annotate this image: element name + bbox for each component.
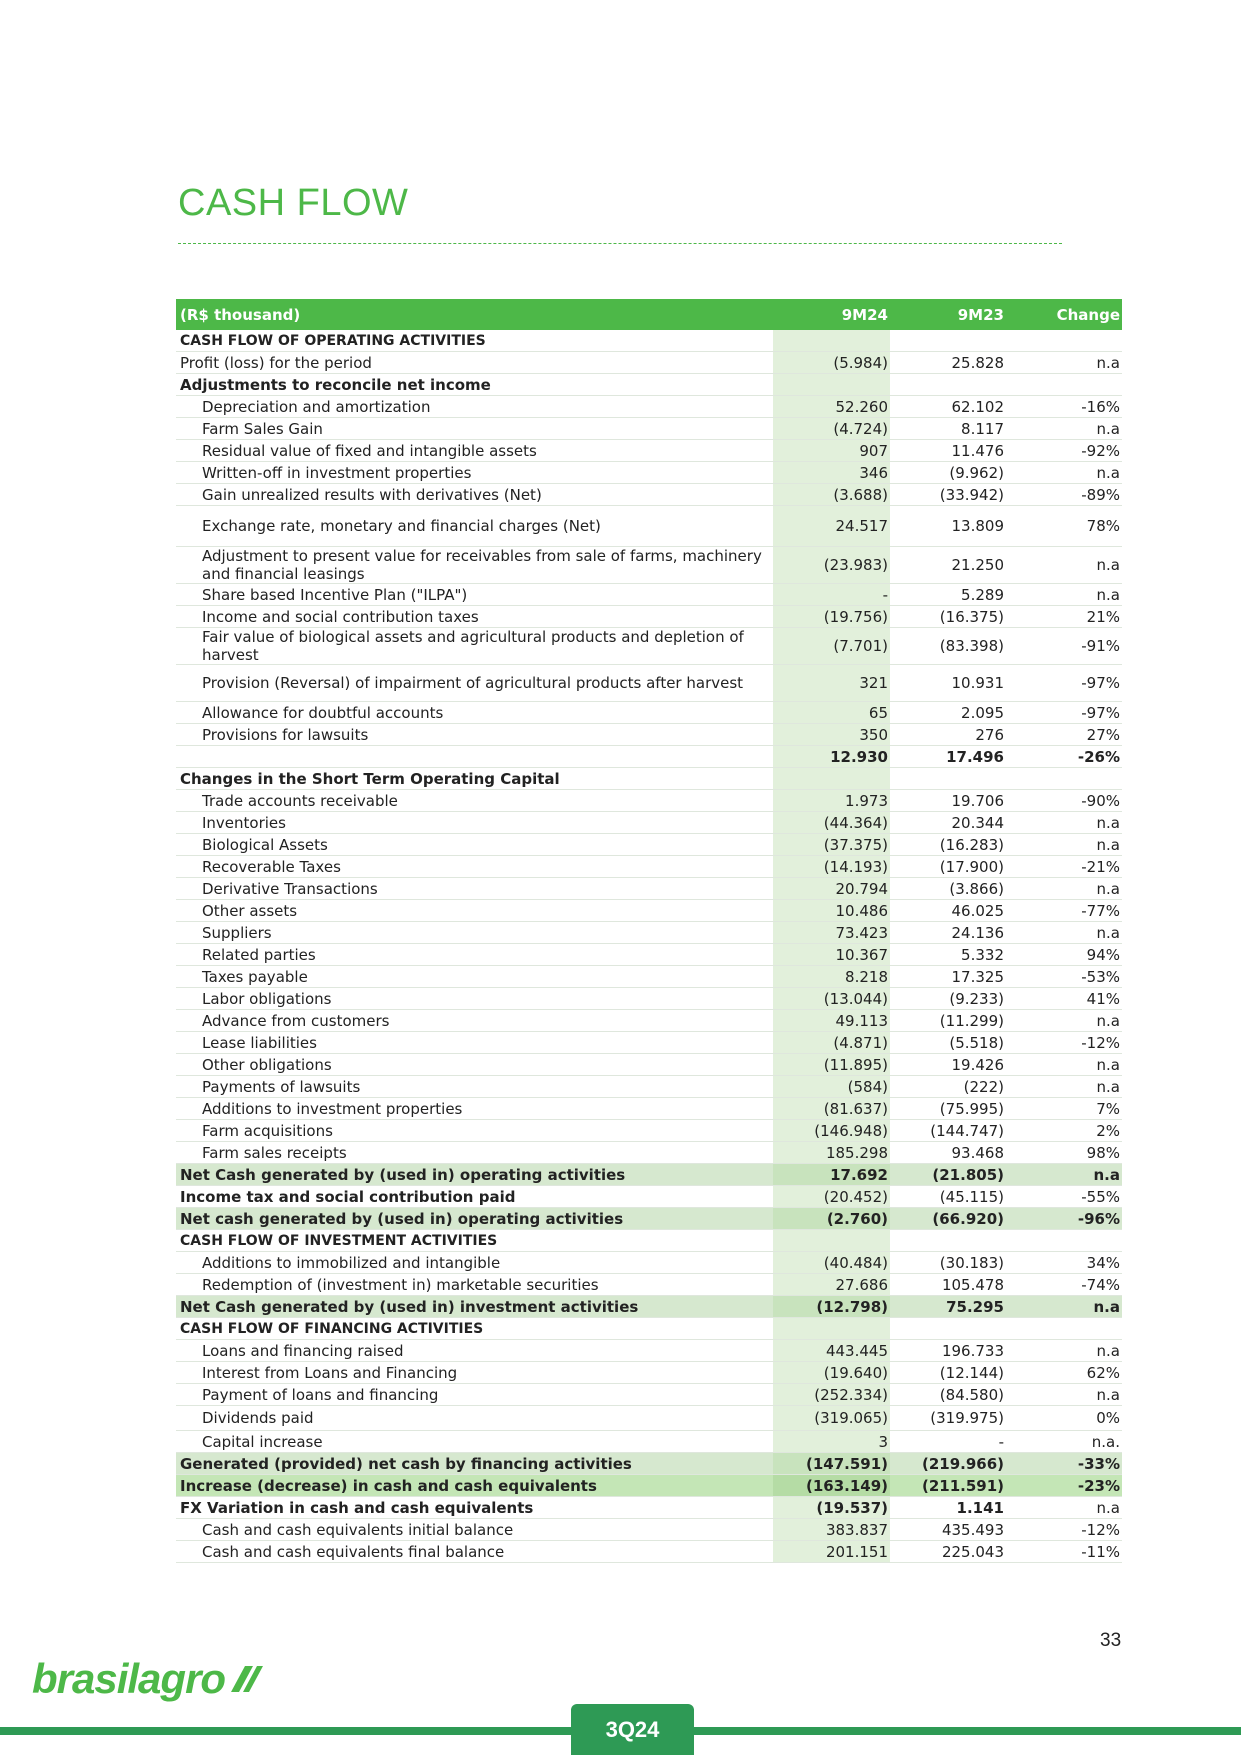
- value-9m24: 201.151: [773, 1541, 890, 1563]
- table-row: [176, 1142, 1122, 1164]
- value-9m24: 185.298: [773, 1142, 890, 1164]
- value-change: -12%: [1006, 1032, 1122, 1054]
- value-9m24: (252.334): [773, 1384, 890, 1406]
- row-label: Farm acquisitions: [176, 1120, 773, 1142]
- value-9m24: (40.484): [773, 1252, 890, 1274]
- value-change: 94%: [1006, 944, 1122, 966]
- value-9m24: 1.973: [773, 790, 890, 812]
- value-change: -23%: [1006, 1475, 1122, 1497]
- table-row: [176, 746, 1122, 768]
- value-9m23: 17.496: [890, 746, 1006, 768]
- value-9m23: [890, 1230, 1006, 1252]
- table-row: [176, 1384, 1122, 1406]
- value-9m23: 5.289: [890, 584, 1006, 606]
- value-change: 2%: [1006, 1120, 1122, 1142]
- value-change: 98%: [1006, 1142, 1122, 1164]
- value-9m24: (19.640): [773, 1362, 890, 1384]
- logo-text: brasilagro: [32, 1655, 226, 1702]
- value-change: n.a: [1006, 584, 1122, 606]
- value-9m23: (16.375): [890, 606, 1006, 628]
- row-label: Interest from Loans and Financing: [176, 1362, 773, 1384]
- value-9m23: (11.299): [890, 1010, 1006, 1032]
- row-label: [176, 746, 773, 768]
- value-change: -91%: [1006, 628, 1122, 665]
- table-row: [176, 768, 1122, 790]
- table-row: [176, 440, 1122, 462]
- table-row: [176, 330, 1122, 352]
- value-9m23: [890, 768, 1006, 790]
- value-9m23: (144.747): [890, 1120, 1006, 1142]
- table-row: [176, 944, 1122, 966]
- table-row: [176, 1475, 1122, 1497]
- value-9m24: 346: [773, 462, 890, 484]
- value-9m24: (584): [773, 1076, 890, 1098]
- value-9m23: (319.975): [890, 1406, 1006, 1431]
- row-label: Exchange rate, monetary and financial charges (Net): [176, 506, 773, 547]
- value-9m23: 13.809: [890, 506, 1006, 547]
- page-number: 33: [1100, 1630, 1122, 1651]
- value-9m23: (222): [890, 1076, 1006, 1098]
- value-change: -90%: [1006, 790, 1122, 812]
- value-change: [1006, 1318, 1122, 1340]
- value-9m24: 10.486: [773, 900, 890, 922]
- value-9m24: 443.445: [773, 1340, 890, 1362]
- value-9m23: 19.706: [890, 790, 1006, 812]
- value-9m24: (23.983): [773, 547, 890, 584]
- table-row: [176, 812, 1122, 834]
- value-change: -89%: [1006, 484, 1122, 506]
- value-9m23: 276: [890, 724, 1006, 746]
- value-change: n.a: [1006, 834, 1122, 856]
- table-row: [176, 484, 1122, 506]
- table-row: [176, 606, 1122, 628]
- value-9m23: 20.344: [890, 812, 1006, 834]
- row-label: Additions to investment properties: [176, 1098, 773, 1120]
- value-9m24: (163.149): [773, 1475, 890, 1497]
- row-label: FX Variation in cash and cash equivalents: [176, 1497, 773, 1519]
- header-unit: (R$ thousand): [176, 299, 773, 330]
- row-label: Profit (loss) for the period: [176, 352, 773, 374]
- row-label: Payments of lawsuits: [176, 1076, 773, 1098]
- value-9m24: [773, 330, 890, 352]
- table-row: [176, 1208, 1122, 1230]
- value-9m23: 93.468: [890, 1142, 1006, 1164]
- value-9m23: 8.117: [890, 418, 1006, 440]
- row-label: Adjustments to reconcile net income: [176, 374, 773, 396]
- value-change: -21%: [1006, 856, 1122, 878]
- row-label: Provisions for lawsuits: [176, 724, 773, 746]
- value-9m24: (3.688): [773, 484, 890, 506]
- value-9m23: 1.141: [890, 1497, 1006, 1519]
- value-change: -53%: [1006, 966, 1122, 988]
- row-label: Changes in the Short Term Operating Capital: [176, 768, 773, 790]
- table-row: [176, 1120, 1122, 1142]
- row-label: Share based Incentive Plan ("ILPA"): [176, 584, 773, 606]
- value-change: n.a: [1006, 1296, 1122, 1318]
- value-9m23: 225.043: [890, 1541, 1006, 1563]
- footer-quarter-tab: 3Q24: [571, 1704, 694, 1755]
- table-row: [176, 1010, 1122, 1032]
- value-change: n.a: [1006, 922, 1122, 944]
- table-row: [176, 1098, 1122, 1120]
- value-9m24: 3: [773, 1431, 890, 1453]
- table-row: [176, 628, 1122, 665]
- row-label: Net Cash generated by (used in) investment activities: [176, 1296, 773, 1318]
- row-label: CASH FLOW OF INVESTMENT ACTIVITIES: [176, 1230, 773, 1252]
- value-9m24: 24.517: [773, 506, 890, 547]
- row-label: Gain unrealized results with derivatives (Net): [176, 484, 773, 506]
- value-9m23: (33.942): [890, 484, 1006, 506]
- value-9m24: (13.044): [773, 988, 890, 1010]
- row-label: Inventories: [176, 812, 773, 834]
- row-label: Farm Sales Gain: [176, 418, 773, 440]
- value-change: -26%: [1006, 746, 1122, 768]
- value-change: -77%: [1006, 900, 1122, 922]
- table-row: [176, 702, 1122, 724]
- value-9m24: (319.065): [773, 1406, 890, 1431]
- value-9m24: 907: [773, 440, 890, 462]
- value-9m24: 17.692: [773, 1164, 890, 1186]
- table-row: [176, 1318, 1122, 1340]
- page-title: CASH FLOW: [178, 182, 409, 224]
- table-row: [176, 790, 1122, 812]
- value-9m23: [890, 1318, 1006, 1340]
- value-9m23: (84.580): [890, 1384, 1006, 1406]
- value-9m24: [773, 1318, 890, 1340]
- value-change: n.a: [1006, 1340, 1122, 1362]
- value-change: n.a: [1006, 1054, 1122, 1076]
- row-label: Dividends paid: [176, 1406, 773, 1431]
- row-label: Trade accounts receivable: [176, 790, 773, 812]
- value-change: n.a.: [1006, 1431, 1122, 1453]
- title-divider: [178, 243, 1062, 244]
- value-9m23: (30.183): [890, 1252, 1006, 1274]
- value-9m24: [773, 374, 890, 396]
- value-9m23: (219.966): [890, 1453, 1006, 1475]
- table-row: [176, 462, 1122, 484]
- value-9m23: 62.102: [890, 396, 1006, 418]
- value-change: [1006, 374, 1122, 396]
- value-9m24: (81.637): [773, 1098, 890, 1120]
- value-change: -97%: [1006, 665, 1122, 702]
- value-9m23: 17.325: [890, 966, 1006, 988]
- table-row: [176, 1406, 1122, 1431]
- value-9m23: 5.332: [890, 944, 1006, 966]
- row-label: Written-off in investment properties: [176, 462, 773, 484]
- value-9m24: 49.113: [773, 1010, 890, 1032]
- row-label: Allowance for doubtful accounts: [176, 702, 773, 724]
- value-9m24: 65: [773, 702, 890, 724]
- table-row: [176, 1431, 1122, 1453]
- value-change: -12%: [1006, 1519, 1122, 1541]
- table-row: [176, 724, 1122, 746]
- table-row: [176, 506, 1122, 547]
- value-9m24: (14.193): [773, 856, 890, 878]
- table-row: [176, 1032, 1122, 1054]
- value-change: -11%: [1006, 1541, 1122, 1563]
- value-change: 0%: [1006, 1406, 1122, 1431]
- row-label: CASH FLOW OF FINANCING ACTIVITIES: [176, 1318, 773, 1340]
- row-label: Fair value of biological assets and agricultural products and depletion of harvest: [176, 628, 773, 665]
- row-label: Cash and cash equivalents final balance: [176, 1541, 773, 1563]
- logo-swoosh-icon: [227, 1662, 267, 1696]
- value-9m23: [890, 374, 1006, 396]
- value-9m23: 46.025: [890, 900, 1006, 922]
- row-label: Adjustment to present value for receivables from sale of farms, machinery and financial leasings: [176, 547, 773, 584]
- table-row: [176, 988, 1122, 1010]
- value-9m24: (5.984): [773, 352, 890, 374]
- value-9m24: (2.760): [773, 1208, 890, 1230]
- value-9m23: 25.828: [890, 352, 1006, 374]
- value-change: n.a: [1006, 352, 1122, 374]
- table-row: [176, 547, 1122, 584]
- value-9m24: (4.724): [773, 418, 890, 440]
- table-row: [176, 1186, 1122, 1208]
- table-row: [176, 374, 1122, 396]
- value-9m23: (17.900): [890, 856, 1006, 878]
- value-9m24: 321: [773, 665, 890, 702]
- row-label: Taxes payable: [176, 966, 773, 988]
- row-label: Redemption of (investment in) marketable securities: [176, 1274, 773, 1296]
- row-label: Other assets: [176, 900, 773, 922]
- value-9m23: (45.115): [890, 1186, 1006, 1208]
- value-9m23: 75.295: [890, 1296, 1006, 1318]
- table-row: [176, 1541, 1122, 1563]
- value-change: n.a: [1006, 1010, 1122, 1032]
- row-label: Payment of loans and financing: [176, 1384, 773, 1406]
- row-label: Residual value of fixed and intangible assets: [176, 440, 773, 462]
- table-row: [176, 584, 1122, 606]
- value-9m24: 383.837: [773, 1519, 890, 1541]
- table-row: [176, 878, 1122, 900]
- value-9m23: (12.144): [890, 1362, 1006, 1384]
- value-9m23: [890, 330, 1006, 352]
- value-9m24: 8.218: [773, 966, 890, 988]
- value-change: n.a: [1006, 462, 1122, 484]
- value-change: -16%: [1006, 396, 1122, 418]
- table-row: [176, 856, 1122, 878]
- table-header-row: [176, 299, 1122, 330]
- value-9m24: (44.364): [773, 812, 890, 834]
- value-9m24: 27.686: [773, 1274, 890, 1296]
- table-row: [176, 1296, 1122, 1318]
- value-9m23: 196.733: [890, 1340, 1006, 1362]
- value-9m24: (11.895): [773, 1054, 890, 1076]
- value-9m23: (9.962): [890, 462, 1006, 484]
- value-9m24: (12.798): [773, 1296, 890, 1318]
- value-9m23: (66.920): [890, 1208, 1006, 1230]
- table-body: [176, 330, 1122, 1563]
- row-label: Other obligations: [176, 1054, 773, 1076]
- value-9m23: (83.398): [890, 628, 1006, 665]
- brasilagro-logo: [32, 1655, 267, 1703]
- value-9m24: (7.701): [773, 628, 890, 665]
- table-row: [176, 1164, 1122, 1186]
- table-row: [176, 396, 1122, 418]
- value-9m23: 10.931: [890, 665, 1006, 702]
- value-change: 41%: [1006, 988, 1122, 1010]
- value-9m23: 21.250: [890, 547, 1006, 584]
- value-change: 62%: [1006, 1362, 1122, 1384]
- value-9m23: (9.233): [890, 988, 1006, 1010]
- table-row: [176, 922, 1122, 944]
- table-row: [176, 1252, 1122, 1274]
- row-label: Derivative Transactions: [176, 878, 773, 900]
- value-9m23: 105.478: [890, 1274, 1006, 1296]
- value-change: 34%: [1006, 1252, 1122, 1274]
- table-row: [176, 1340, 1122, 1362]
- value-change: -55%: [1006, 1186, 1122, 1208]
- value-9m23: (3.866): [890, 878, 1006, 900]
- row-label: Suppliers: [176, 922, 773, 944]
- table-row: [176, 352, 1122, 374]
- row-label: Loans and financing raised: [176, 1340, 773, 1362]
- value-change: 27%: [1006, 724, 1122, 746]
- value-change: n.a: [1006, 547, 1122, 584]
- row-label: Provision (Reversal) of impairment of agricultural products after harvest: [176, 665, 773, 702]
- value-9m24: (20.452): [773, 1186, 890, 1208]
- row-label: Income and social contribution taxes: [176, 606, 773, 628]
- value-9m24: 12.930: [773, 746, 890, 768]
- table-row: [176, 1076, 1122, 1098]
- table-row: [176, 1230, 1122, 1252]
- value-9m24: 20.794: [773, 878, 890, 900]
- table-row: [176, 418, 1122, 440]
- row-label: Related parties: [176, 944, 773, 966]
- value-change: -92%: [1006, 440, 1122, 462]
- row-label: Recoverable Taxes: [176, 856, 773, 878]
- value-change: 21%: [1006, 606, 1122, 628]
- value-change: -96%: [1006, 1208, 1122, 1230]
- row-label: CASH FLOW OF OPERATING ACTIVITIES: [176, 330, 773, 352]
- value-change: n.a: [1006, 1076, 1122, 1098]
- value-9m23: 11.476: [890, 440, 1006, 462]
- row-label: Income tax and social contribution paid: [176, 1186, 773, 1208]
- value-change: 7%: [1006, 1098, 1122, 1120]
- value-9m23: (21.805): [890, 1164, 1006, 1186]
- row-label: Capital increase: [176, 1431, 773, 1453]
- value-9m24: 10.367: [773, 944, 890, 966]
- table-row: [176, 1054, 1122, 1076]
- value-9m24: -: [773, 584, 890, 606]
- value-change: n.a: [1006, 1497, 1122, 1519]
- table-row: [176, 1362, 1122, 1384]
- value-change: -33%: [1006, 1453, 1122, 1475]
- value-9m23: (16.283): [890, 834, 1006, 856]
- table-row: [176, 665, 1122, 702]
- value-change: n.a: [1006, 812, 1122, 834]
- value-9m24: [773, 1230, 890, 1252]
- value-9m24: 52.260: [773, 396, 890, 418]
- row-label: Cash and cash equivalents initial balance: [176, 1519, 773, 1541]
- value-change: n.a: [1006, 1384, 1122, 1406]
- value-9m23: 19.426: [890, 1054, 1006, 1076]
- value-9m24: [773, 768, 890, 790]
- value-9m24: 350: [773, 724, 890, 746]
- value-9m23: (211.591): [890, 1475, 1006, 1497]
- value-9m24: (147.591): [773, 1453, 890, 1475]
- row-label: Lease liabilities: [176, 1032, 773, 1054]
- value-9m23: 24.136: [890, 922, 1006, 944]
- value-9m23: 2.095: [890, 702, 1006, 724]
- header-change: Change: [1006, 299, 1122, 330]
- table-row: [176, 834, 1122, 856]
- value-9m24: (19.756): [773, 606, 890, 628]
- row-label: Net Cash generated by (used in) operating activities: [176, 1164, 773, 1186]
- value-9m24: (37.375): [773, 834, 890, 856]
- row-label: Net cash generated by (used in) operating activities: [176, 1208, 773, 1230]
- value-change: n.a: [1006, 1164, 1122, 1186]
- value-change: [1006, 768, 1122, 790]
- value-change: n.a: [1006, 878, 1122, 900]
- value-9m23: (5.518): [890, 1032, 1006, 1054]
- value-9m24: 73.423: [773, 922, 890, 944]
- table-row: [176, 900, 1122, 922]
- cash-flow-table: [176, 299, 1122, 1563]
- row-label: Additions to immobilized and intangible: [176, 1252, 773, 1274]
- value-change: -74%: [1006, 1274, 1122, 1296]
- row-label: Farm sales receipts: [176, 1142, 773, 1164]
- value-9m23: (75.995): [890, 1098, 1006, 1120]
- value-9m23: -: [890, 1431, 1006, 1453]
- table-row: [176, 1519, 1122, 1541]
- table-row: [176, 966, 1122, 988]
- table-row: [176, 1497, 1122, 1519]
- value-change: n.a: [1006, 418, 1122, 440]
- value-9m24: (4.871): [773, 1032, 890, 1054]
- header-9m24: 9M24: [773, 299, 890, 330]
- row-label: Generated (provided) net cash by financing activities: [176, 1453, 773, 1475]
- row-label: Increase (decrease) in cash and cash equivalents: [176, 1475, 773, 1497]
- value-change: 78%: [1006, 506, 1122, 547]
- table-row: [176, 1453, 1122, 1475]
- value-change: [1006, 330, 1122, 352]
- row-label: Depreciation and amortization: [176, 396, 773, 418]
- table-row: [176, 1274, 1122, 1296]
- row-label: Advance from customers: [176, 1010, 773, 1032]
- value-change: [1006, 1230, 1122, 1252]
- header-9m23: 9M23: [890, 299, 1006, 330]
- row-label: Biological Assets: [176, 834, 773, 856]
- value-change: -97%: [1006, 702, 1122, 724]
- value-9m24: (146.948): [773, 1120, 890, 1142]
- row-label: Labor obligations: [176, 988, 773, 1010]
- value-9m24: (19.537): [773, 1497, 890, 1519]
- value-9m23: 435.493: [890, 1519, 1006, 1541]
